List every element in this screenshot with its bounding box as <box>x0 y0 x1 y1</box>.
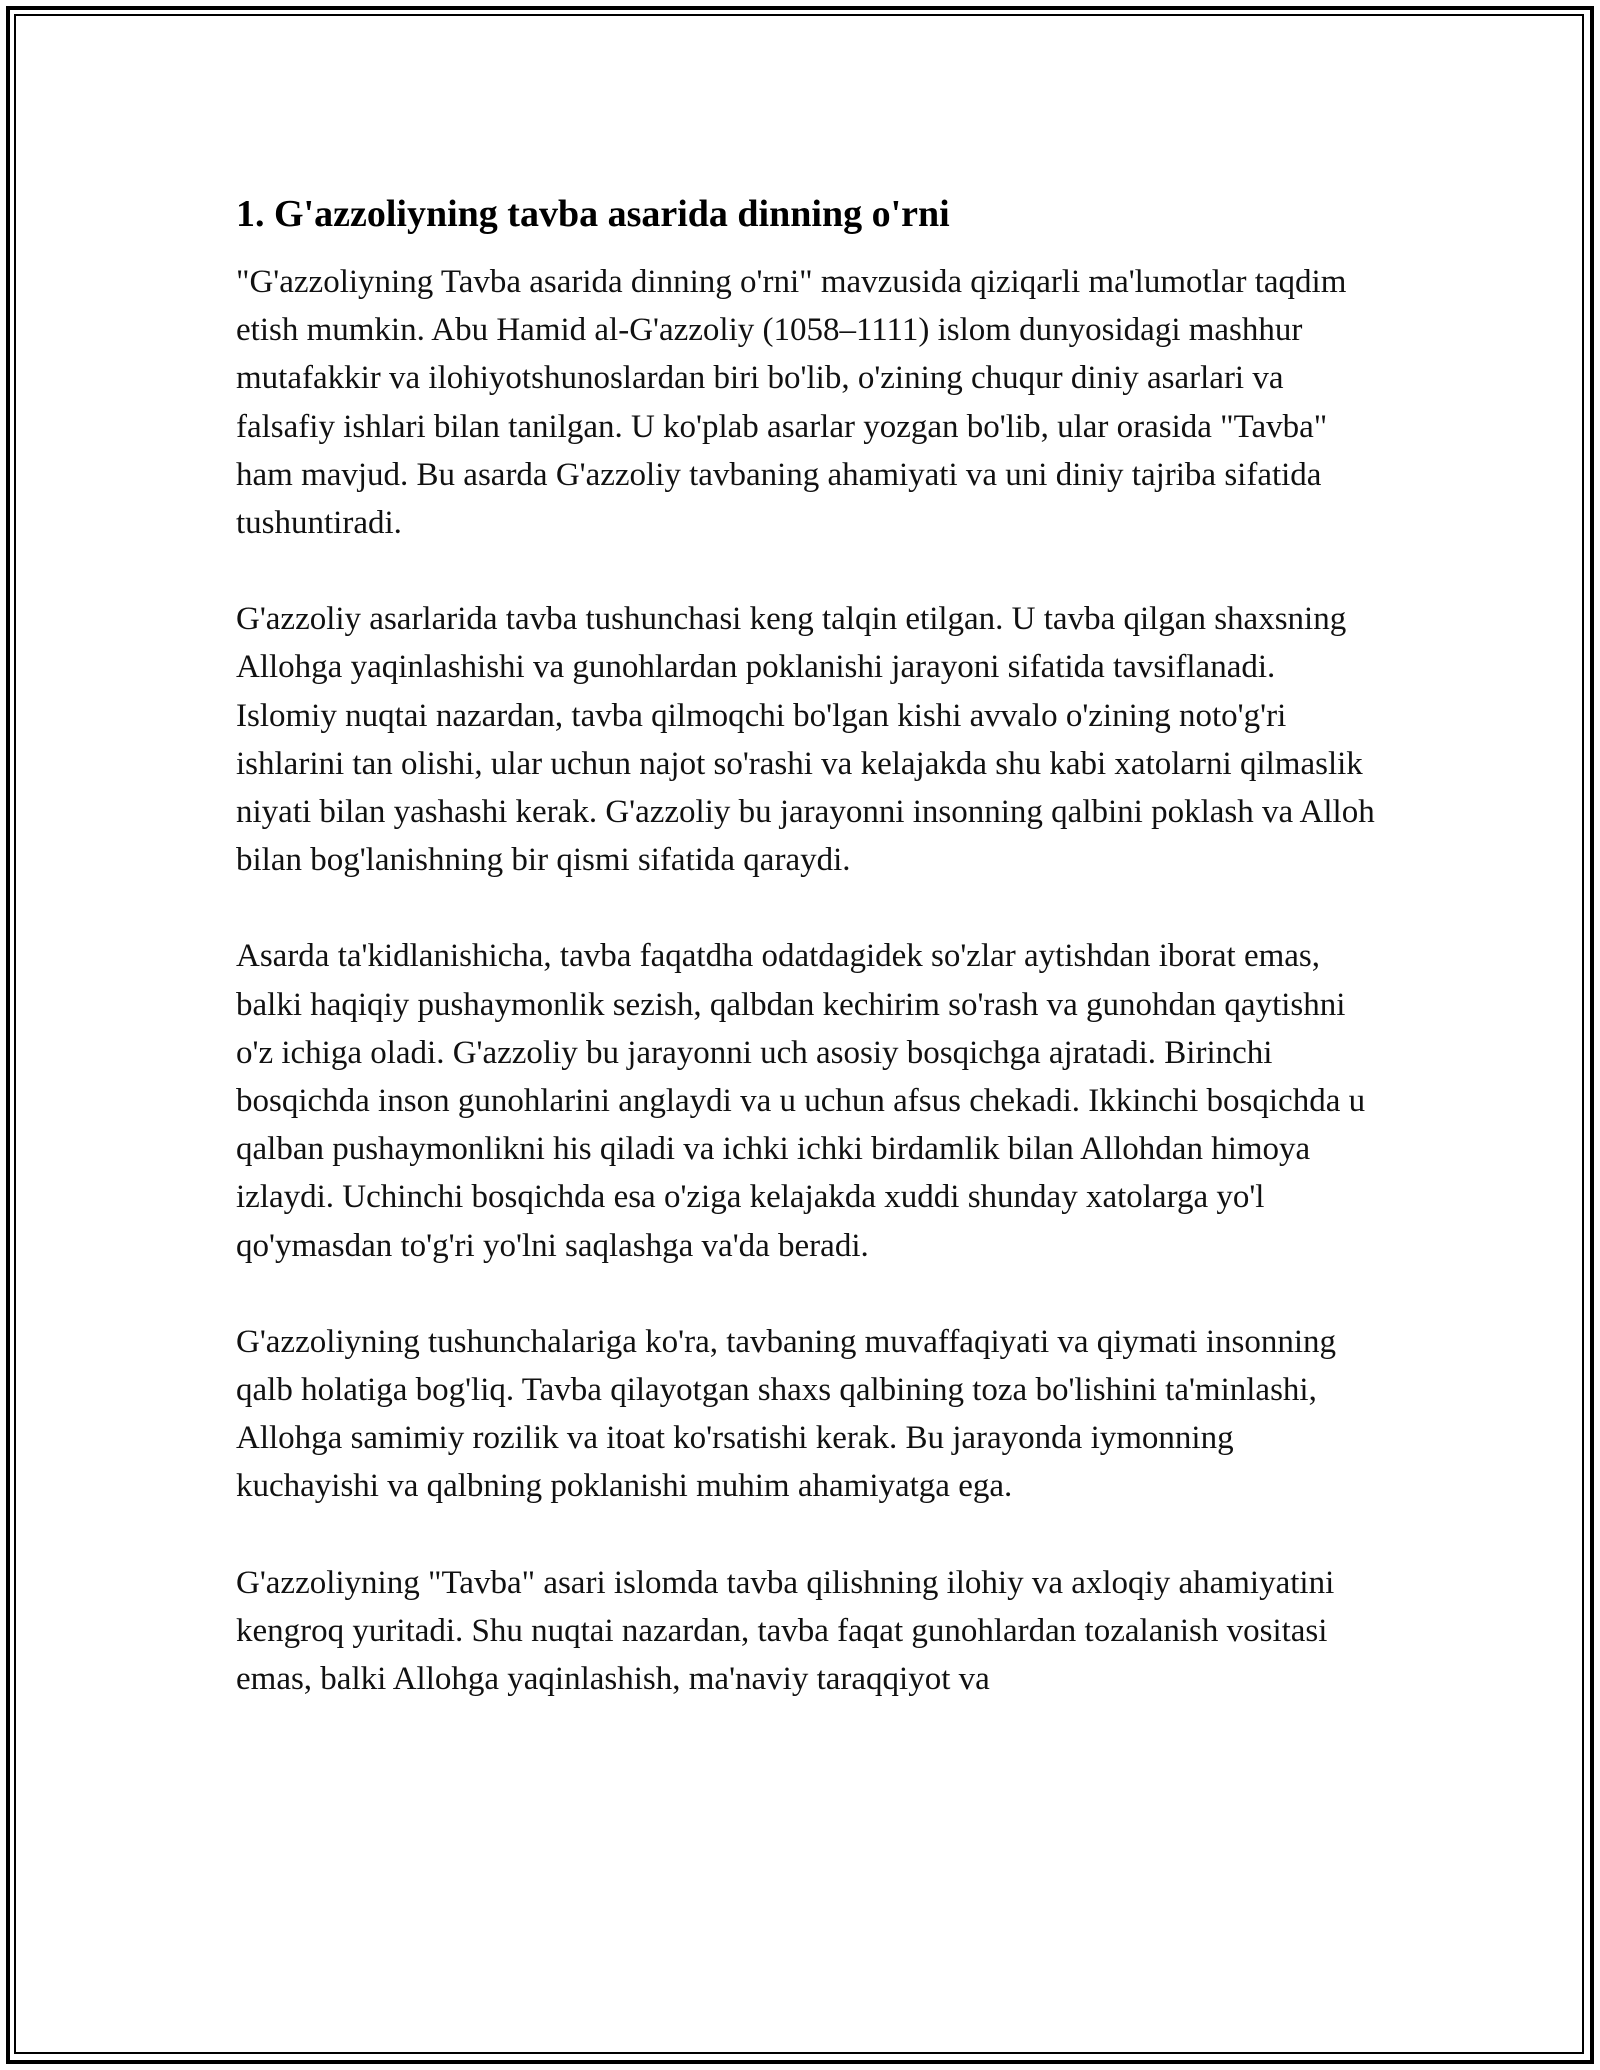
paragraph-2: G'azzoliy asarlarida tavba tushunchasi keng talqin etilgan. U tavba qilgan shaxsning Allohga yaqinlashishi va gunohlardan poklanishi jarayoni sifatida tavsiflanadi. Islomiy nuqtai nazardan, tavba qilmoqchi bo'lgan kishi avvalo o'zining noto'g'ri ishlarini tan olishi, ular uchun najot so'rashi va kelajakda shu kabi xatolarni qilmaslik niyati bilan yashashi kerak. G'azzoliy bu jarayonni insonning qalbini poklash va Alloh bilan bog'lanishning bir qismi sifatida qaraydi. <box>236 601 1375 879</box>
paragraph-3: Asarda ta'kidlanishicha, tavba faqatdha odatdagidek so'zlar aytishdan iborat emas, balki haqiqiy pushaymonlik sezish, qalbdan kechirim so'rash va gunohdan qaytishni o'z ichiga oladi. G'azzoliy bu jarayonni uch asosiy bosqichga ajratadi. Birinchi bosqichda inson gunohlarini anglaydi va u uchun afsus chekadi. Ikkinchi bosqichda u qalban pushaymonlikni his qiladi va ichki ichki birdamlik bilan Allohdan himoya izlaydi. Uchinchi bosqichda esa o'ziga kelajakda xuddi shunday xatolarga yo'l qo'ymasdan to'g'ri yo'lni saqlashga va'da beradi. <box>236 938 1366 1264</box>
paragraph-1: "G'azzoliyning Tavba asarida dinning o'rni" mavzusida qiziqarli ma'lumotlar taqdim etish mumkin. Abu Hamid al-G'azzoliy (1058–1111) islom dunyosidagi mashhur mutafakkir va ilohiyotshunoslardan biri bo'lib, o'zining chuqur diniy asarlari va falsafiy ishlari bilan tanilgan. U ko'plab asarlar yozgan bo'lib, ular orasida "Tavba" ham mavjud. Bu asarda G'azzoliy tavbaning ahamiyati va uni diniy tajriba sifatida tushuntiradi. <box>236 264 1347 542</box>
paragraph-4: G'azzoliyning tushunchalariga ko'ra, tavbaning muvaffaqiyati va qiymati insonning qalb holatiga bog'liq. Tavba qilayotgan shaxs qalbining toza bo'lishini ta'minlashi, Allohga samimiy rozilik va itoat ko'rsatishi kerak. Bu jarayonda iymonning kuchayishi va qalbning poklanishi muhim ahamiyatga ega. <box>236 1323 1337 1505</box>
paragraph-5: G'azzoliyning "Tavba" asari islomda tavba qilishning ilohiy va axloqiy ahamiyatini kengroq yuritadi. Shu nuqtai nazardan, tavba faqat gunohlardan tozalanish vositasi emas, balki Allohga yaqinlashish, ma'naviy taraqqiyot va <box>236 1564 1335 1698</box>
document-body <box>236 190 1376 1703</box>
section-heading: 1. G'azzoliyning tavba asarida dinning o'rni <box>236 193 950 235</box>
